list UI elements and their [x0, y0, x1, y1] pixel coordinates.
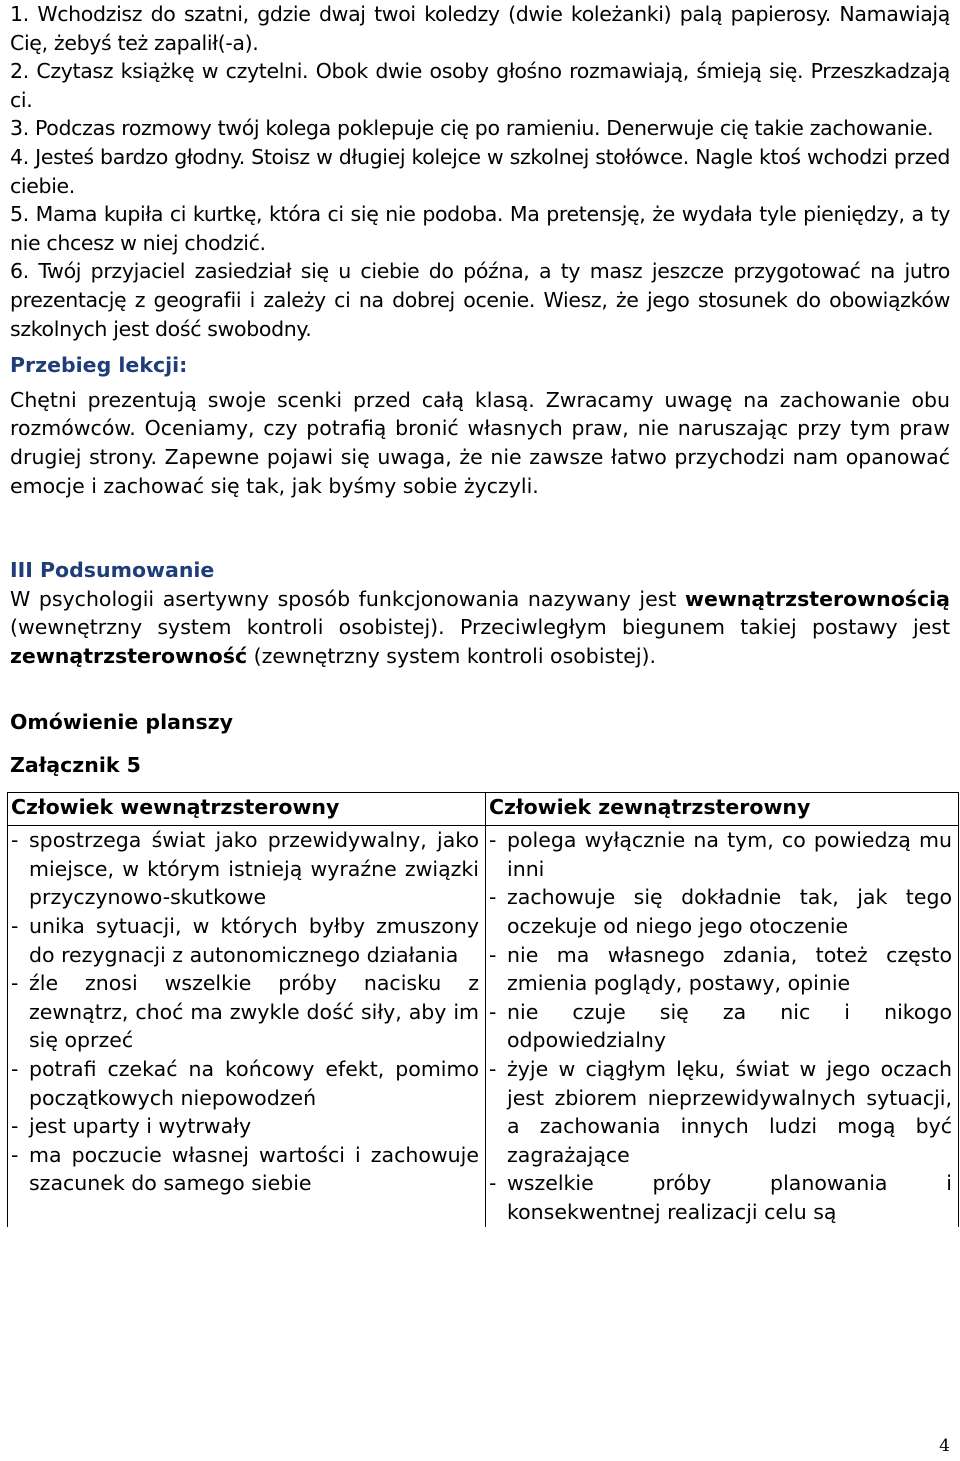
col-header-internal: Człowiek wewnątrzsterowny	[8, 792, 486, 826]
list-item: - żyje w ciągłym lęku, świat w jego oczach jest zbiorem nieprzewidywalnych sytuacji, a zachowania innych ludzi mogą być zagrażające	[489, 1055, 952, 1169]
summary-term-external: zewnątrzsterowność	[10, 643, 248, 668]
scenario-item: 2. Czytasz książkę w czytelni. Obok dwie osoby głośno rozmawiają, śmieją się. Przeszkadzają ci.	[10, 59, 950, 112]
list-item: - spostrzega świat jako przewidywalny, jako miejsce, w którym istnieją wyraźne związki przyczynowo-skutkowe	[11, 826, 479, 912]
lesson-body: Chętni prezentują swoje scenki przed całą klasą. Zwracamy uwagę na zachowanie obu rozmówców. Oceniamy, czy potrafią bronić własnych praw, nie naruszając przy tym praw drugiej strony. Zapewne pojawi się uwaga, że nie zawsze łatwo przychodzi nam opanować emocje i zachować się tak, jak byśmy sobie życzyli.	[10, 387, 950, 498]
list-item: - nie czuje się za nic i nikogo odpowiedzialny	[489, 998, 952, 1055]
col-internal-cell	[8, 826, 486, 1227]
summary-text-3: (zewnętrzny system kontroli osobistej).	[253, 643, 657, 668]
summary-text-1: W psychologii asertywny sposób funkcjonowania nazywany jest	[10, 586, 677, 611]
list-item: - wszelkie próby planowania i konsekwentnej realizacji celu są	[489, 1169, 952, 1226]
discussion-heading: Omówienie planszy	[10, 710, 234, 735]
summary-body	[10, 585, 950, 671]
list-item: - potrafi czekać na końcowy efekt, pomimo początkowych niepowodzeń	[11, 1055, 479, 1112]
list-item: - polega wyłącznie na tym, co powiedzą mu inni	[489, 826, 952, 883]
table-row	[8, 826, 959, 1227]
list-item: - nie ma własnego zdania, toteż często zmienia poglądy, postawy, opinie	[489, 941, 952, 998]
scenario-item: 6. Twój przyjaciel zasiedział się u ciebie do późna, a ty masz jeszcze przygotować na jutro prezentację z geografii i zależy ci na dobrej ocenie. Wiesz, że jego stosunek do obowiązków szkolnych jest dość swobodny.	[10, 259, 950, 341]
list-item: - zachowuje się dokładnie tak, jak tego oczekuje od niego jego otoczenie	[489, 883, 952, 940]
col-external-cell	[486, 826, 959, 1227]
scenario-item: 4. Jesteś bardzo głodny. Stoisz w długiej kolejce w szkolnej stołówce. Nagle ktoś wchodzi przed ciebie.	[10, 144, 950, 198]
scenario-list	[10, 0, 950, 343]
summary-heading: III Podsumowanie	[10, 558, 215, 583]
scenario-item: 5. Mama kupiła ci kurtkę, która ci się nie podoba. Ma pretensję, że wydała tyle pieniędzy, a ty nie chcesz w niej chodzić.	[10, 202, 950, 255]
comparison-table	[7, 792, 959, 1227]
page-number: 4	[939, 1436, 950, 1456]
summary-text-2: (wewnętrzny system kontroli osobistej). Przeciwległym biegunem takiej postawy jest	[10, 615, 950, 640]
external-traits-list	[489, 826, 952, 1226]
list-item: - źle znosi wszelkie próby nacisku z zewnątrz, choć ma zwykle dość siły, aby im się oprzeć	[11, 969, 479, 1055]
scenario-item: 1. Wchodzisz do szatni, gdzie dwaj twoi koledzy (dwie koleżanki) palą papierosy. Namawiają Cię, żebyś też zapalił(-a).	[10, 2, 950, 55]
table-header-row	[8, 792, 959, 826]
attachment-heading: Załącznik 5	[10, 753, 141, 778]
list-item: - ma poczucie własnej wartości i zachowuje szacunek do samego siebie	[11, 1141, 479, 1198]
list-item: - jest uparty i wytrwały	[11, 1112, 479, 1141]
document-page	[10, 0, 950, 1227]
lesson-heading: Przebieg lekcji:	[10, 353, 188, 378]
list-item: - unika sytuacji, w których byłby zmuszony do rezygnacji z autonomicznego działania	[11, 912, 479, 969]
col-header-external: Człowiek zewnątrzsterowny	[486, 792, 959, 826]
summary-term-internal: wewnątrzsterownością	[685, 586, 950, 611]
internal-traits-list	[11, 826, 479, 1198]
scenario-item: 3. Podczas rozmowy twój kolega poklepuje cię po ramieniu. Denerwuje cię takie zachowanie.	[10, 116, 934, 141]
